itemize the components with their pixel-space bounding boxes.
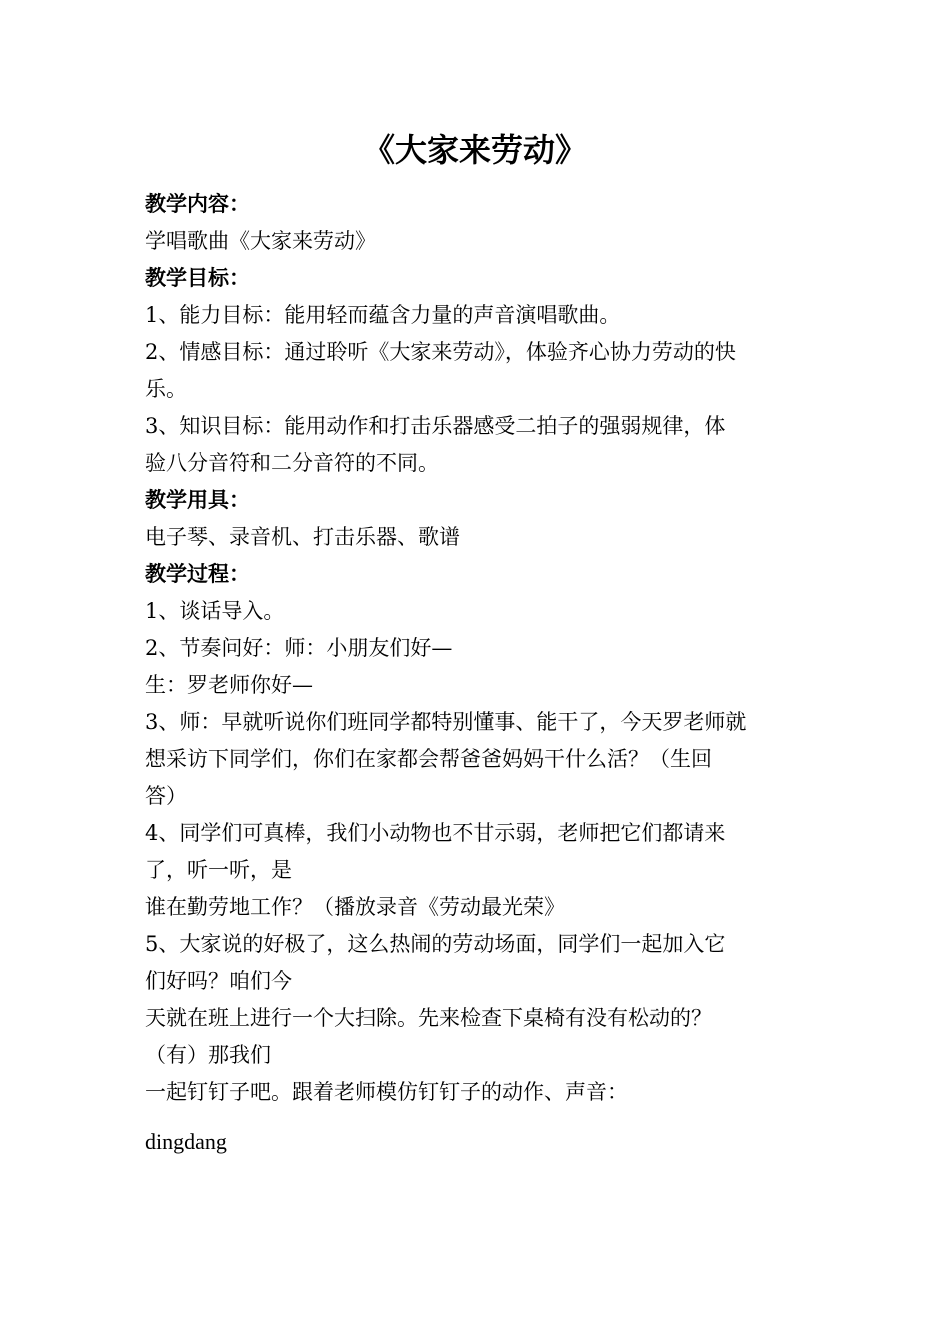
body-line: 电子琴、录音机、打击乐器、歌谱 (145, 525, 460, 549)
body-line: 了，听一听，是 (145, 858, 292, 882)
body-line: 一起钉钉子吧。跟着老师模仿钉钉子的动作、声音： (145, 1080, 628, 1104)
body-line: 4、同学们可真棒，我们小动物也不甘示弱，老师把它们都请来 (145, 821, 726, 845)
section-heading: 教学目标： (145, 266, 250, 290)
document-body (145, 186, 810, 1160)
body-line-sound: dingdang (145, 1129, 227, 1154)
body-line: 想采访下同学们，你们在家都会帮爸爸妈妈干什么活？（生回 (145, 747, 712, 771)
body-line: 1、谈话导入。 (145, 599, 285, 623)
body-line: 天就在班上进行一个大扫除。先来检查下桌椅有没有松动的？ (145, 1006, 712, 1030)
body-line: 验八分音符和二分音符的不同。 (145, 451, 439, 475)
body-line: （有）那我们 (145, 1043, 271, 1067)
body-line: 们好吗？咱们今 (145, 969, 292, 993)
document-title: 《大家来劳动》 (362, 131, 587, 169)
body-line: 3、师：早就听说你们班同学都特别懂事、能干了，今天罗老师就 (145, 710, 747, 734)
body-line: 学唱歌曲《大家来劳动》 (145, 229, 376, 253)
body-line: 答） (145, 784, 187, 808)
section-heading: 教学用具： (145, 488, 250, 512)
body-line: 2、节奏问好：师：小朋友们好— (145, 636, 453, 660)
body-line: 谁在勤劳地工作？（播放录音《劳动最光荣》 (145, 895, 565, 919)
section-heading: 教学内容： (145, 192, 250, 216)
section-heading: 教学过程： (145, 562, 250, 586)
body-line: 1、能力目标：能用轻而蕴含力量的声音演唱歌曲。 (145, 303, 621, 327)
body-line: 生：罗老师你好— (145, 673, 313, 697)
body-line: 3、知识目标：能用动作和打击乐器感受二拍子的强弱规律，体 (145, 414, 726, 438)
body-line: 乐。 (145, 377, 187, 401)
body-line: 5、大家说的好极了，这么热闹的劳动场面，同学们一起加入它 (145, 932, 726, 956)
body-line: 2、情感目标：通过聆听《大家来劳动》，体验齐心协力劳动的快 (145, 340, 736, 364)
